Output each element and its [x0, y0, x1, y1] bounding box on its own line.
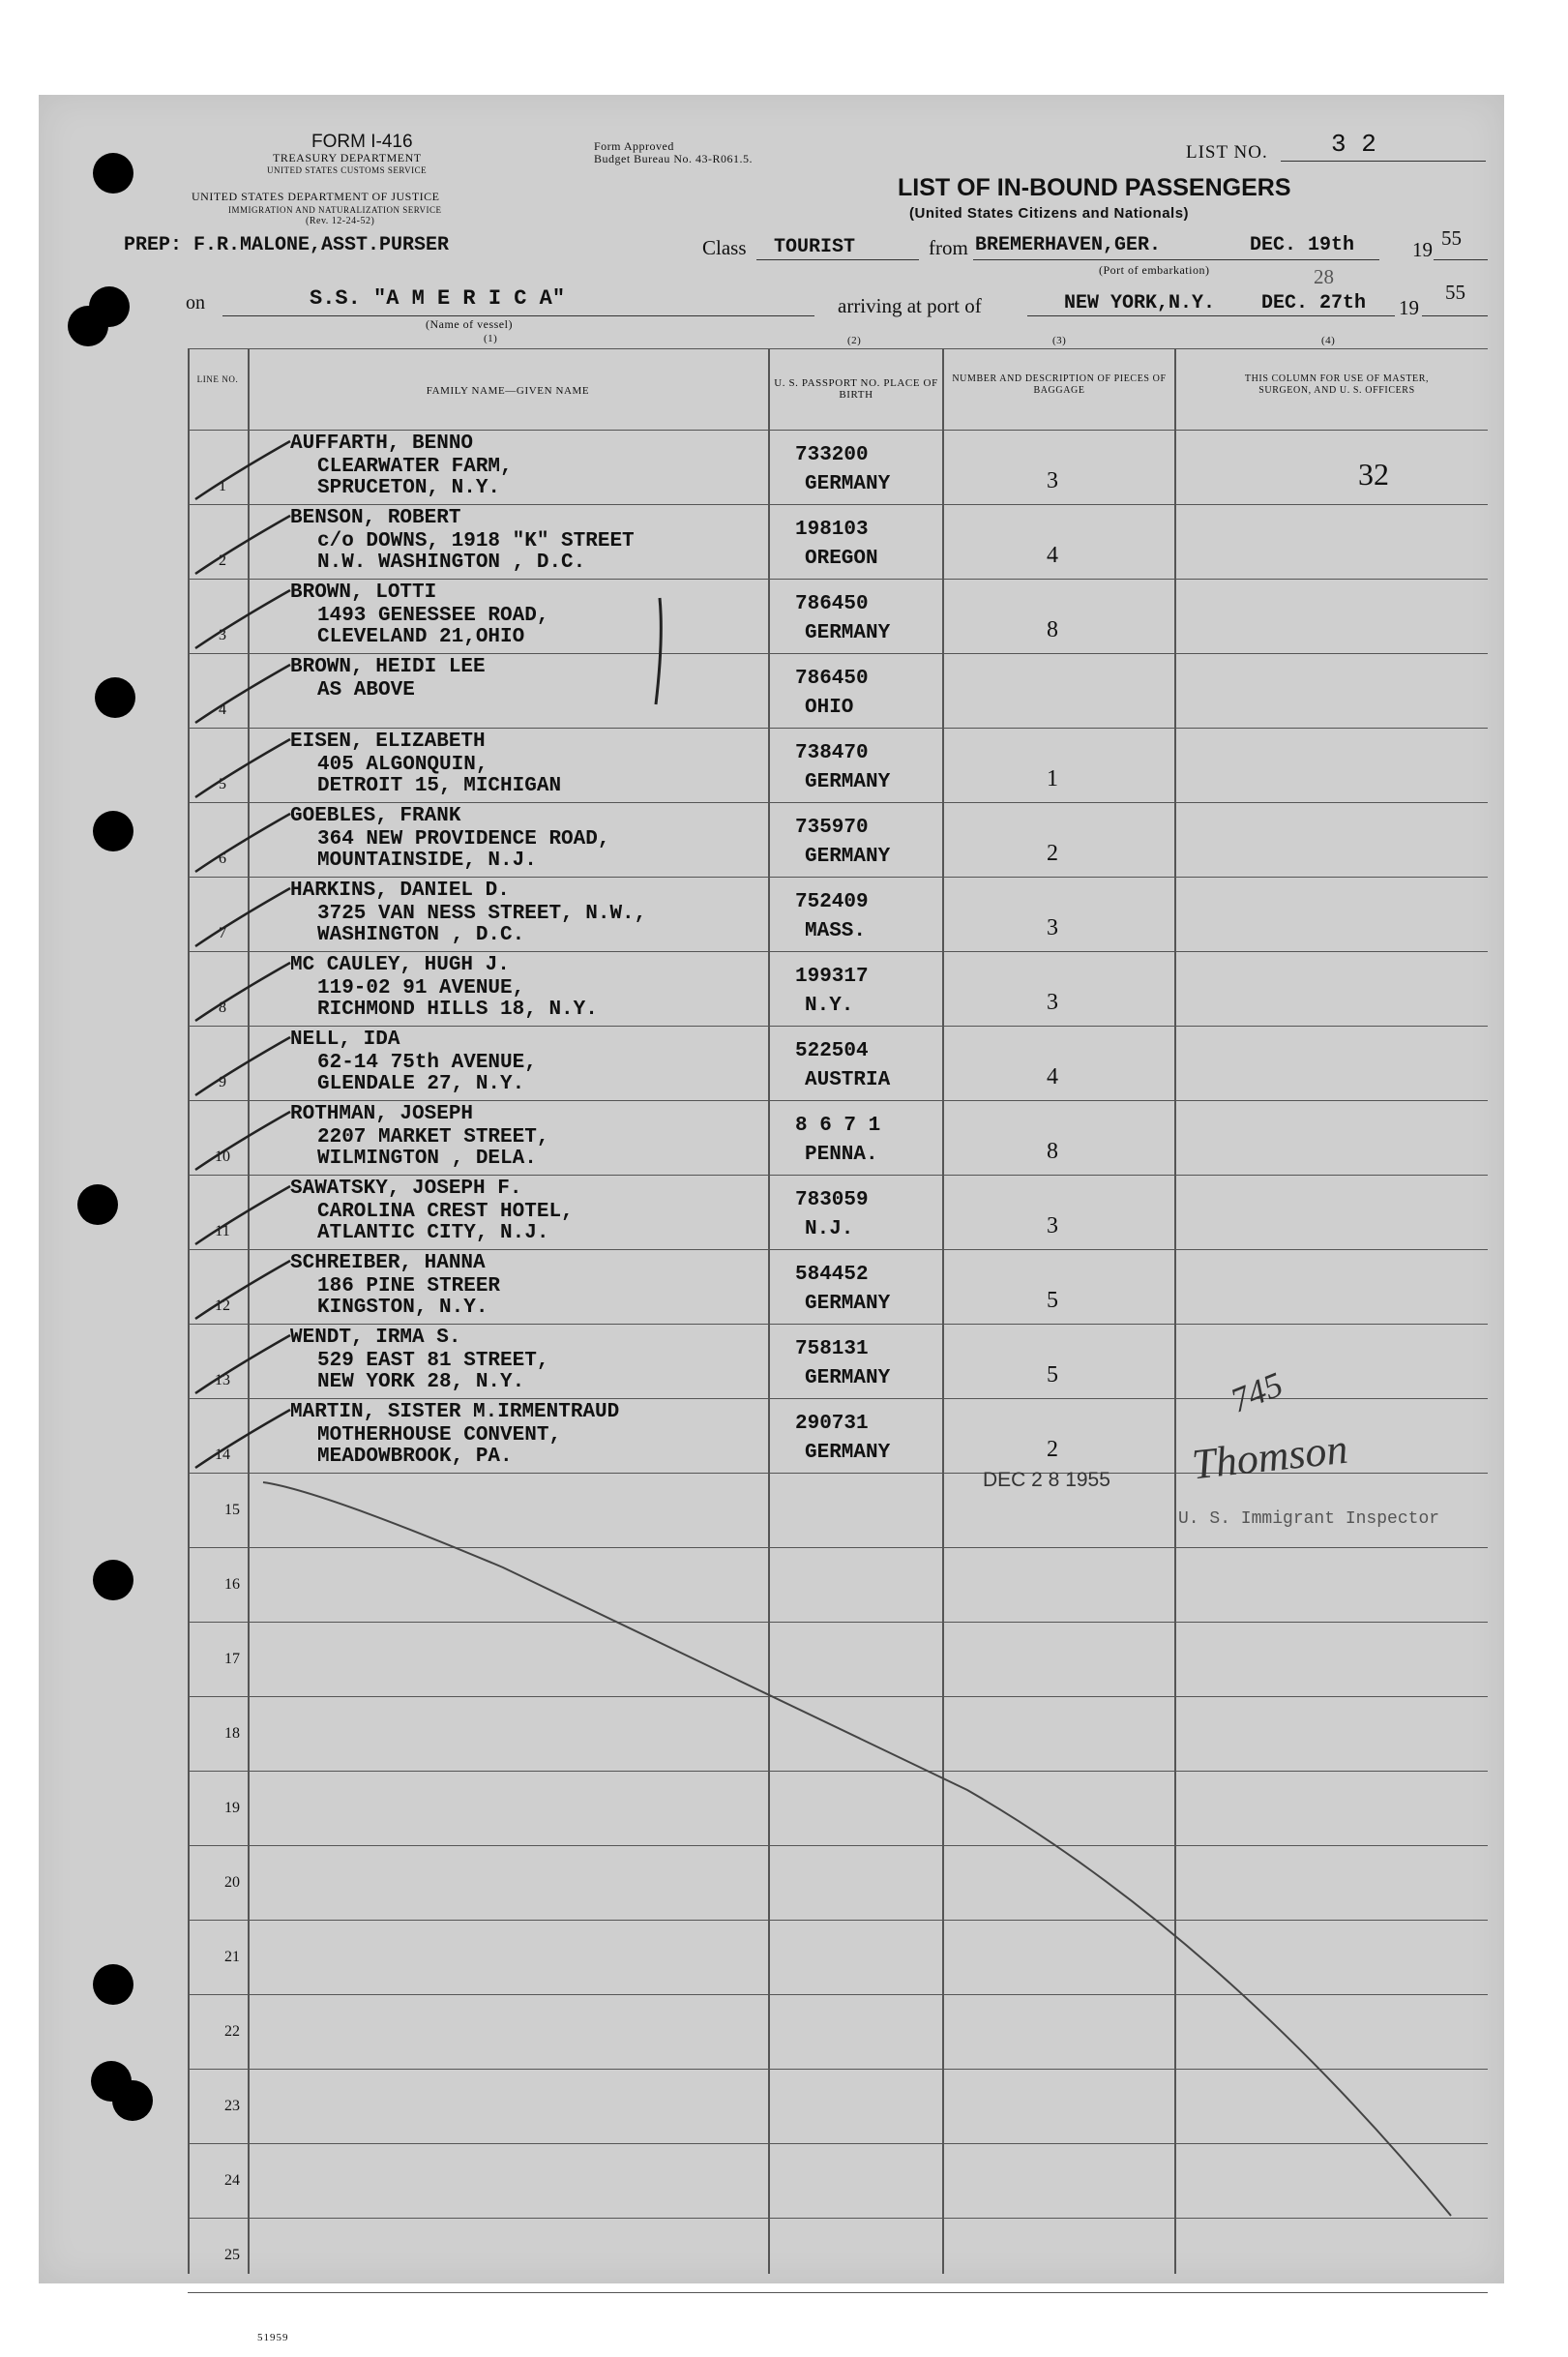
line-number: 8 — [219, 999, 226, 1016]
passenger-address-2: GLENDALE 27, N.Y. — [317, 1073, 525, 1095]
place-of-birth: GERMANY — [805, 1442, 891, 1464]
line-number: 19 — [224, 1800, 240, 1816]
baggage-count: 8 — [1047, 1139, 1058, 1164]
row-divider — [188, 877, 1488, 878]
column-divider — [1174, 348, 1176, 2274]
passenger-address-1: AS ABOVE — [317, 679, 415, 701]
row-divider — [188, 2143, 1488, 2144]
from-port: BREMERHAVEN,GER. — [975, 234, 1162, 256]
passenger-address-2: WILMINGTON , DELA. — [317, 1148, 537, 1170]
passenger-name: SAWATSKY, JOSEPH F. — [290, 1178, 522, 1200]
row-divider — [188, 1920, 1488, 1921]
punch-hole — [77, 1184, 118, 1225]
passenger-name: MC CAULEY, HUGH J. — [290, 954, 510, 976]
passenger-address-2: RICHMOND HILLS 18, N.Y. — [317, 999, 598, 1021]
passenger-address-2: NEW YORK 28, N.Y. — [317, 1371, 525, 1393]
from-label: from — [929, 236, 968, 259]
passport-number: 786450 — [795, 593, 869, 615]
class-value: TOURIST — [774, 236, 856, 258]
passenger-name: BROWN, LOTTI — [290, 582, 437, 604]
table-top-border — [188, 348, 1488, 349]
passenger-address-1: 529 EAST 81 STREET, — [317, 1350, 549, 1372]
passenger-name: EISEN, ELIZABETH — [290, 731, 486, 753]
baggage-count: 2 — [1047, 1437, 1058, 1462]
passenger-address-1: 1493 GENESSEE ROAD, — [317, 605, 549, 627]
passport-number: 752409 — [795, 891, 869, 913]
baggage-count: 3 — [1047, 1213, 1058, 1238]
place-of-birth: GERMANY — [805, 622, 891, 644]
from-underline — [973, 259, 1379, 260]
passenger-name: BENSON, ROBERT — [290, 507, 461, 529]
column-divider — [188, 348, 190, 2274]
passenger-name: AUFFARTH, BENNO — [290, 433, 474, 455]
line-number: 12 — [215, 1298, 230, 1314]
baggage-count: 5 — [1047, 1362, 1058, 1387]
row-divider — [188, 1100, 1488, 1101]
line-number: 20 — [224, 1874, 240, 1891]
passenger-name: HARKINS, DANIEL D. — [290, 880, 510, 902]
arriving-label: arriving at port of — [838, 294, 982, 317]
row-divider — [188, 2292, 1488, 2293]
place-of-birth: OREGON — [805, 548, 878, 570]
document-scan — [39, 95, 1504, 2283]
place-of-birth: GERMANY — [805, 846, 891, 868]
passenger-address-1: 119-02 91 AVENUE, — [317, 977, 525, 999]
class-underline — [756, 259, 919, 260]
line-number: 9 — [219, 1074, 226, 1090]
baggage-count: 1 — [1047, 766, 1058, 791]
punch-hole — [68, 306, 108, 346]
row-divider — [188, 1175, 1488, 1176]
line-number: 24 — [224, 2172, 240, 2189]
passenger-name: ROTHMAN, JOSEPH — [290, 1103, 474, 1125]
list-no-value: 3 2 — [1331, 130, 1376, 159]
line-number: 2 — [219, 552, 226, 569]
column-divider — [942, 348, 944, 2274]
arrive-port: NEW YORK,N.Y. — [1064, 292, 1216, 314]
baggage-count: 5 — [1047, 1288, 1058, 1313]
row-divider — [188, 1622, 1488, 1623]
line-number: 15 — [224, 1502, 240, 1518]
passport-number: 8 6 7 1 — [795, 1115, 881, 1137]
baggage-count: 4 — [1047, 543, 1058, 568]
punch-hole — [93, 1560, 133, 1600]
passenger-address-2: CLEVELAND 21,OHIO — [317, 626, 525, 648]
place-of-birth: MASS. — [805, 920, 867, 942]
passport-number: 522504 — [795, 1040, 869, 1062]
passenger-address-2: ATLANTIC CITY, N.J. — [317, 1222, 549, 1244]
punch-hole — [112, 2080, 153, 2121]
passenger-address-2: MOUNTAINSIDE, N.J. — [317, 850, 537, 872]
header-name: FAMILY NAME—GIVEN NAME — [426, 385, 590, 397]
passenger-address-1: CAROLINA CREST HOTEL, — [317, 1201, 574, 1223]
passenger-name: MARTIN, SISTER M.IRMENTRAUD — [290, 1401, 620, 1423]
inspector-initials: 745 — [1225, 1364, 1288, 1420]
passport-number: 198103 — [795, 519, 869, 541]
vessel-name: S.S. "A M E R I C A" — [310, 286, 566, 311]
line-number: 13 — [215, 1372, 230, 1388]
arrive-year-underline — [1422, 315, 1488, 316]
arrive-year: 55 — [1445, 281, 1465, 304]
form-number: FORM I-416 — [311, 132, 413, 152]
arrive-date-correction: 28 — [1314, 265, 1334, 288]
date-stamp: DEC 2 8 1955 — [983, 1469, 1110, 1491]
line-number: 6 — [219, 850, 226, 867]
inspector-signature: Thomson — [1189, 1424, 1350, 1489]
row-divider — [188, 1249, 1488, 1250]
passenger-address-1: 364 NEW PROVIDENCE ROAD, — [317, 828, 610, 850]
passport-number: 738470 — [795, 742, 869, 764]
passenger-address-1: MOTHERHOUSE CONVENT, — [317, 1424, 562, 1447]
passenger-name: WENDT, IRMA S. — [290, 1327, 461, 1349]
prep-line: PREP: F.R.MALONE,ASST.PURSER — [124, 234, 450, 256]
passport-number: 786450 — [795, 668, 869, 690]
col4-label: (4) — [1321, 335, 1336, 346]
class-label: Class — [702, 236, 747, 259]
form-approved: Form Approved — [594, 139, 674, 153]
passenger-address-1: CLEARWATER FARM, — [317, 456, 513, 478]
row-divider — [188, 728, 1488, 729]
line-number: 22 — [224, 2023, 240, 2040]
header-baggage: NUMBER AND DESCRIPTION OF PIECES OF BAGGAGE — [952, 373, 1167, 396]
header-bottom-border — [188, 430, 1488, 431]
from-year: 55 — [1441, 226, 1462, 250]
line-number: 5 — [219, 776, 226, 792]
header-passport: U. S. PASSPORT NO. PLACE OF BIRTH — [774, 377, 938, 401]
place-of-birth: AUSTRIA — [805, 1069, 891, 1091]
passenger-address-1: 62-14 75th AVENUE, — [317, 1052, 537, 1074]
line-number: 7 — [219, 925, 226, 941]
col3-label: (3) — [1052, 335, 1067, 346]
place-of-birth: GERMANY — [805, 473, 891, 495]
passport-number: 584452 — [795, 1264, 869, 1286]
baggage-count: 3 — [1047, 468, 1058, 493]
customs-service: UNITED STATES CUSTOMS SERVICE — [267, 165, 428, 175]
budget-bureau: Budget Bureau No. 43-R061.5. — [594, 152, 753, 165]
passport-number: 199317 — [795, 966, 869, 988]
baggage-count: 8 — [1047, 617, 1058, 642]
line-number: 21 — [224, 1949, 240, 1965]
passport-number: 758131 — [795, 1338, 869, 1360]
passenger-address-2: SPRUCETON, N.Y. — [317, 477, 501, 499]
place-of-birth: N.J. — [805, 1218, 854, 1240]
passenger-address-2: WASHINGTON , D.C. — [317, 924, 525, 946]
passenger-name: SCHREIBER, HANNA — [290, 1252, 486, 1274]
row-divider — [188, 653, 1488, 654]
line-number: 23 — [224, 2098, 240, 2114]
row-divider — [188, 1994, 1488, 1995]
dept-treasury: TREASURY DEPARTMENT — [273, 151, 422, 164]
from-year-prefix: 19 — [1412, 238, 1433, 261]
row-divider — [188, 1398, 1488, 1399]
arrive-underline — [1027, 315, 1395, 316]
header-officers: THIS COLUMN FOR USE OF MASTER, SURGEON, AND U. S. OFFICERS — [1244, 373, 1430, 396]
row-divider — [188, 802, 1488, 803]
rev-date: (Rev. 12-24-52) — [306, 216, 375, 226]
vessel-underline — [222, 315, 814, 316]
passenger-name: BROWN, HEIDI LEE — [290, 656, 486, 678]
line-number: 3 — [219, 627, 226, 643]
line-number: 16 — [224, 1576, 240, 1593]
place-of-birth: GERMANY — [805, 1367, 891, 1389]
punch-hole — [93, 811, 133, 851]
vessel-caption: (Name of vessel) — [426, 317, 513, 331]
passenger-name: NELL, IDA — [290, 1029, 400, 1051]
row-divider — [188, 951, 1488, 952]
line-number: 25 — [224, 2247, 240, 2263]
passenger-address-1: 3725 VAN NESS STREET, N.W., — [317, 903, 647, 925]
passport-number: 783059 — [795, 1189, 869, 1211]
port-embark-caption: (Port of embarkation) — [1099, 263, 1210, 277]
baggage-count: 4 — [1047, 1064, 1058, 1089]
row-divider — [188, 1547, 1488, 1548]
row-divider — [188, 579, 1488, 580]
line-number: 17 — [224, 1651, 240, 1667]
col2-label: (2) — [847, 335, 862, 346]
passport-number: 290731 — [795, 1413, 869, 1435]
place-of-birth: GERMANY — [805, 771, 891, 793]
punch-hole — [95, 677, 135, 718]
dept-justice: UNITED STATES DEPARTMENT OF JUSTICE — [192, 190, 440, 203]
inspector-stamp: U. S. Immigrant Inspector — [1178, 1509, 1440, 1529]
ins-service: IMMIGRATION AND NATURALIZATION SERVICE — [228, 205, 442, 215]
punch-hole — [93, 153, 133, 194]
row-divider — [188, 1324, 1488, 1325]
place-of-birth: PENNA. — [805, 1144, 878, 1166]
line-number: 18 — [224, 1725, 240, 1742]
arrive-year-prefix: 19 — [1399, 296, 1419, 319]
column-divider — [768, 348, 770, 2274]
passport-number: 735970 — [795, 817, 869, 839]
passenger-name: GOEBLES, FRANK — [290, 805, 461, 827]
row-divider — [188, 504, 1488, 505]
place-of-birth: N.Y. — [805, 995, 854, 1017]
arrive-date: DEC. 27th — [1261, 292, 1367, 314]
passenger-address-2: N.W. WASHINGTON , D.C. — [317, 552, 586, 574]
row-divider — [188, 2218, 1488, 2219]
passenger-address-1: 405 ALGONQUIN, — [317, 754, 488, 776]
passenger-address-2: KINGSTON, N.Y. — [317, 1297, 488, 1319]
passport-number: 733200 — [795, 444, 869, 466]
vessel-col: (1) — [484, 333, 498, 344]
baggage-count: 3 — [1047, 990, 1058, 1015]
row-divider — [188, 1771, 1488, 1772]
passenger-address-1: 2207 MARKET STREET, — [317, 1126, 549, 1149]
passenger-address-2: MEADOWBROOK, PA. — [317, 1446, 513, 1468]
column-divider — [248, 348, 250, 2274]
header-line-no: LINE NO. — [196, 374, 239, 384]
line-number: 1 — [219, 478, 226, 494]
passenger-address-1: c/o DOWNS, 1918 "K" STREET — [317, 530, 635, 552]
baggage-count: 2 — [1047, 841, 1058, 866]
passenger-address-1: 186 PINE STREER — [317, 1275, 501, 1298]
line-number: 11 — [215, 1223, 230, 1239]
page-subtitle: (United States Citizens and Nationals) — [909, 205, 1190, 222]
baggage-count: 3 — [1047, 915, 1058, 940]
punch-hole — [93, 1964, 133, 2005]
row-divider — [188, 1696, 1488, 1697]
place-of-birth: GERMANY — [805, 1293, 891, 1315]
row-divider — [188, 2069, 1488, 2070]
from-year-underline — [1434, 259, 1488, 260]
list-no-underline — [1281, 161, 1486, 162]
row-divider — [188, 1026, 1488, 1027]
place-of-birth: OHIO — [805, 697, 854, 719]
passenger-address-2: DETROIT 15, MICHIGAN — [317, 775, 562, 797]
officer-note: 32 — [1358, 457, 1389, 492]
page-title: LIST OF IN-BOUND PASSENGERS — [898, 174, 1291, 201]
line-number: 4 — [219, 701, 226, 718]
line-number: 14 — [215, 1447, 230, 1463]
line-number: 10 — [215, 1149, 230, 1165]
footer-code: 51959 — [257, 2332, 289, 2343]
list-no-label: LIST NO. — [1186, 142, 1268, 163]
on-label: on — [186, 292, 205, 313]
row-divider — [188, 1845, 1488, 1846]
from-date: DEC. 19th — [1250, 234, 1355, 256]
